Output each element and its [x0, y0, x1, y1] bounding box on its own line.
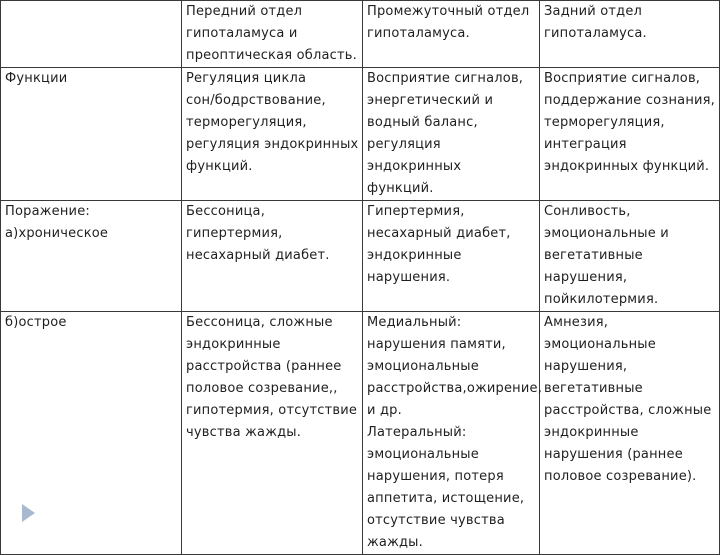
functions-anterior-text: Регуляция цикла сон/бодрствование, терморегуляция, регуляция эндокринных функций. — [186, 71, 359, 174]
acute-anterior-text: Бессоница, сложные эндокринные расстройства (раннее половое созревание,, гипотермия, отсутствие чувства жажды. — [186, 315, 358, 440]
acute-intermediate-text: Медиальный: нарушения памяти, эмоциональные расстройства,ожирение, и др. Латеральный: эмоциональные нарушения, потеря аппетита, истощение, отсутствие чувства жажды. — [367, 315, 543, 550]
chronic-posterior-text: Сонливость, эмоциональные и вегетативные нарушения, пойкилотермия. — [544, 204, 669, 307]
header-intermediate-text: Промежуточный отдел гипоталамуса. — [367, 4, 530, 41]
table-cell — [540, 312, 720, 555]
header-cell-intermediate — [363, 1, 540, 68]
row-label-functions: Функции — [5, 71, 68, 86]
table-cell — [540, 201, 720, 312]
header-cell-posterior — [540, 1, 720, 68]
table-row-acute — [1, 312, 720, 555]
table-row-chronic — [1, 201, 720, 312]
header-cell-anterior — [182, 1, 363, 68]
header-posterior-text: Задний отдел гипоталамуса. — [544, 4, 647, 41]
header-cell-empty — [1, 1, 182, 68]
functions-intermediate-text: Восприятие сигналов, энергетический и водный баланс, регуляция эндокринных функций. — [367, 71, 524, 196]
row-label-cell — [1, 68, 182, 201]
acute-posterior-text: Амнезия, эмоциональные нарушения, вегетативные расстройства, сложные эндокринные нарушения (раннее половое созревание). — [544, 315, 712, 484]
table-cell — [363, 68, 540, 201]
row-label-chronic: Поражение: а)хроническое — [5, 204, 109, 241]
row-label-acute: б)острое — [5, 315, 67, 330]
table-cell — [540, 68, 720, 201]
table-cell — [182, 68, 363, 201]
chronic-intermediate-text: Гипертермия, несахарный диабет, эндокринные нарушения. — [367, 204, 511, 285]
functions-posterior-text: Восприятие сигналов, поддержание сознания, терморегуляция, интеграция эндокринных функций. — [544, 71, 716, 174]
header-anterior-text: Передний отдел гипоталамуса и преоптическая область. — [186, 4, 357, 63]
table-cell — [363, 201, 540, 312]
row-label-cell — [1, 201, 182, 312]
table-cell — [182, 312, 363, 555]
chronic-anterior-text: Бессоница, гипертермия, несахарный диабет. — [186, 204, 330, 263]
table-cell — [363, 312, 543, 555]
table-cell — [182, 201, 363, 312]
table-row-header — [1, 1, 720, 68]
table-row-functions — [1, 68, 720, 201]
triangle-right-icon[interactable] — [22, 504, 35, 522]
